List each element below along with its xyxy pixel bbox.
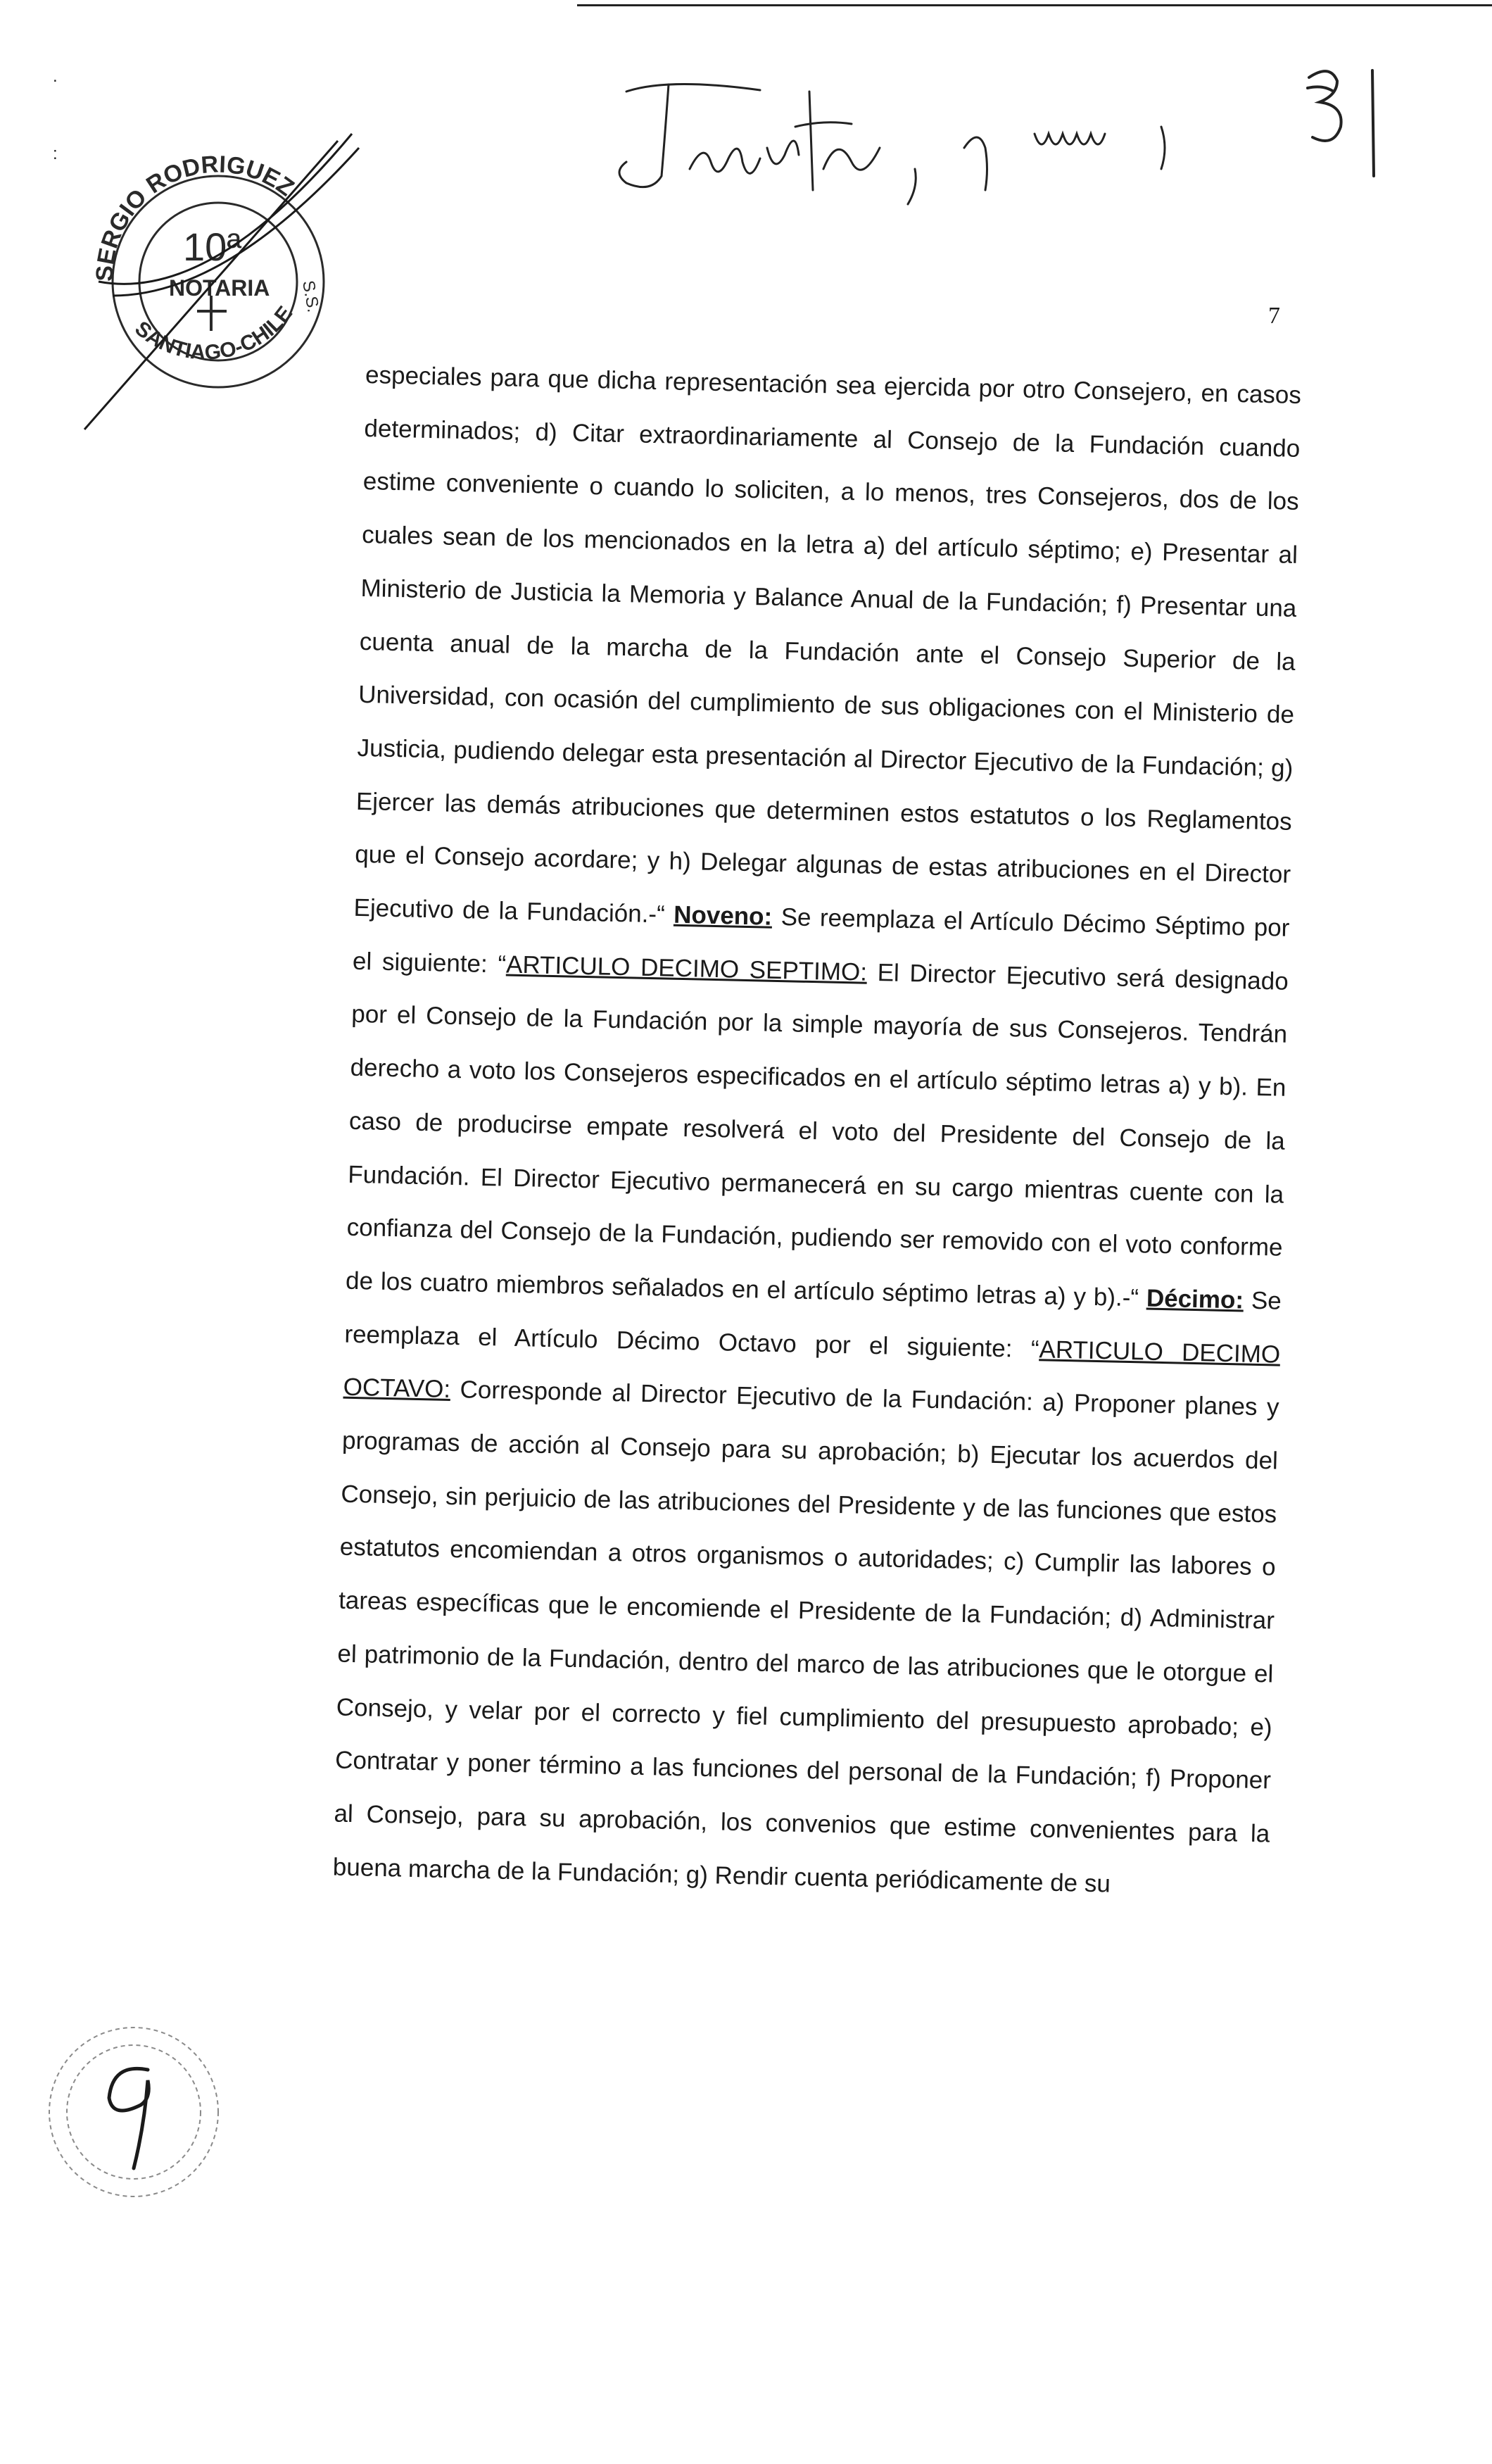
faint-stamp (28, 2013, 232, 2211)
svg-text:SANTIAGO-CHILE: SANTIAGO-CHILE (130, 301, 298, 365)
svg-text:10ª: 10ª (183, 225, 242, 269)
body-text-segment: Corresponde al Director Ejecutivo de la Fundación: a) Proponer planes y programas de acción al Consejo para su aprobación; b) Ejecutar los acuerdos del Consejo, sin perjuicio de las atribuciones del Presidente y de las funciones que estos estatutos encomiendan a otros organismos o autoridades; c) Cumplir las labores o tareas específicas que le encomiende el Presidente de la Fundación; d) Administrar el patrimonio de la Fundación, dentro del marco de las atribuciones que le otorgue el Consejo, y velar por el correcto y fiel cumplimiento del presupuesto aprobado; e) Contratar y poner término a las funciones del personal de la Fundación; f) Proponer al Consejo, para su aprobación, los convenios que estime convenientes para la buena marcha de la Fundación; g) Rendir cuenta periódicamente de su (332, 1376, 1279, 1898)
page-number: 7 (1268, 303, 1280, 329)
svg-text:NOTARIA: NOTARIA (169, 275, 270, 301)
clause-heading-noveno: Noveno: (673, 900, 773, 931)
handwritten-annotation (584, 49, 1218, 232)
handwritten-mark (109, 2068, 148, 2168)
margin-dot: : (53, 144, 58, 163)
body-paragraph (332, 348, 1302, 1914)
svg-text:SERGIO RODRIGUEZ: SERGIO RODRIGUEZ (91, 151, 299, 282)
body-text-segment: El Director Ejecutivo será designado por el Consejo de la Fundación por la simple mayoría de sus Consejeros. Tendrán derecho a voto los Consejeros especificados en el artículo séptimo letras a) y b). En caso de producirse empate resolverá el voto del Presidente del Consejo de la Fundación. El Director Ejecutivo permanecerá en su cargo mientras cuente con la confianza del Consejo de la Fundación, pudiendo ser removido con el voto conforme de los cuatro miembros señalados en el artículo séptimo letras a) y b).-“ (345, 958, 1289, 1312)
margin-dot: . (53, 67, 58, 86)
body-text-segment: especiales para que dicha representación sea ejercida por otro Consejero, en casos determinados; d) Citar extraordinariamente al Consejo de la Fundación cuando estime conveniente o cuando lo soliciten, a lo menos, tres Consejeros, dos de los cuales sean de los mencionados en la letra a) del artículo séptimo; e) Presentar al Ministerio de Justicia la Memoria y Balance Anual de la Fundación; f) Presentar una cuenta anual de la marcha de la Fundación ante el Consejo Superior de la Universidad, con ocasión del cumplimiento de sus obligaciones con el Ministerio de Justicia, pudiendo delegar esta presentación al Director Ejecutivo de la Fundación; g) Ejercer las demás atribuciones que determinen estos estatutos o los Reglamentos que el Consejo acordare; y h) Delegar algunas de estas atribuciones en el Director Ejecutivo de la Fundación.-“ (353, 360, 1302, 929)
article-title-decimo-septimo: ARTICULO DECIMO SEPTIMO: (505, 950, 868, 986)
article-title-decimo-octavo: ARTICULO DECIMO OCTAVO: (343, 1335, 1281, 1404)
clause-heading-decimo: Décimo: (1146, 1284, 1244, 1314)
svg-text:S.S.: S.S. (298, 279, 323, 314)
body-text-segment: Se reemplaza el Artículo Décimo Séptimo por el siguiente: “ (352, 903, 1290, 979)
document-body (332, 348, 1302, 1914)
body-text-segment: Se reemplaza el Artículo Décimo Octavo por el siguiente: “ (344, 1286, 1282, 1363)
top-border-line (577, 4, 1492, 6)
handwritten-folio-number (1295, 63, 1401, 183)
notary-seal (70, 120, 366, 444)
